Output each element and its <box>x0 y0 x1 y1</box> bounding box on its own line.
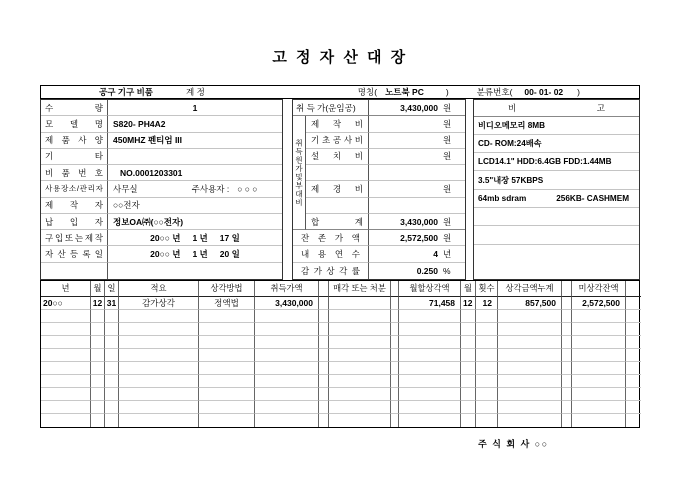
ledger-empty-cell <box>119 375 199 388</box>
ledger-empty-cell <box>319 414 329 427</box>
production-cost-value: 원 <box>369 116 465 132</box>
ledger-header-method: 상각방법 <box>199 281 255 297</box>
paren-close-2: ) <box>577 87 580 97</box>
production-cost-label: 제 작 비 <box>306 116 369 132</box>
remarks-title: 비 고 <box>474 100 639 117</box>
main-user-label: 주사용자 : <box>191 183 230 194</box>
entry-gap <box>391 297 399 310</box>
useful-life-label: 내 용 연 수 <box>293 246 369 262</box>
remarks-block <box>473 99 640 280</box>
ledger-empty-cell <box>319 362 329 375</box>
ledger-empty-cell <box>119 336 199 349</box>
ledger-empty-cell <box>476 310 498 323</box>
ledger-empty-cell <box>562 375 572 388</box>
ledger-empty-cell <box>391 414 399 427</box>
ledger-empty-cell <box>329 323 391 336</box>
ledger-empty-cell <box>91 310 105 323</box>
ledger-empty-cell <box>498 310 562 323</box>
ledger-empty-cell <box>319 310 329 323</box>
misc-cost-label: 제 경 비 <box>306 181 369 197</box>
model-value: S820- PH4A2 <box>108 116 282 132</box>
supplier-value: 정보OA㈜(○○전자) <box>108 214 282 230</box>
ledger-empty-cell <box>498 323 562 336</box>
spec-value: 450MHZ 펜티엄 III <box>108 133 282 149</box>
ledger-empty-cell <box>399 310 461 323</box>
entry-remaining: 2,572,500 <box>572 297 626 310</box>
ledger-empty-cell <box>199 375 255 388</box>
item-number-value: NO.0001203301 <box>108 165 282 181</box>
ledger-empty-cell <box>626 401 641 414</box>
ledger-empty-cell <box>105 310 119 323</box>
acquisition-cost-block <box>292 99 466 280</box>
ledger-empty-cell <box>329 401 391 414</box>
ledger-empty-cell <box>562 388 572 401</box>
ledger-empty-cell <box>626 388 641 401</box>
ledger-header-acquisition: 취 득 가 액 <box>255 281 319 297</box>
ledger-table <box>40 280 640 428</box>
acquisition-price-value <box>369 100 465 116</box>
ledger-empty-cell <box>319 323 329 336</box>
ledger-empty-cell <box>255 414 319 427</box>
register-date-label: 자 산 등 록 일 <box>41 246 108 262</box>
ledger-empty-cell <box>399 323 461 336</box>
residual-value-value: 2,572,500 원 <box>369 230 465 246</box>
ledger-empty-cell <box>119 349 199 362</box>
entry-acquisition: 3,430,000 <box>255 297 319 310</box>
ledger-empty-cell <box>461 414 476 427</box>
ledger-empty-cell <box>498 414 562 427</box>
ledger-empty-cell <box>476 414 498 427</box>
ledger-empty-cell <box>319 349 329 362</box>
entry-day: 31 <box>105 297 119 310</box>
ledger-empty-cell <box>461 388 476 401</box>
account-label: 계 정 <box>186 87 205 97</box>
ledger-empty-cell <box>105 375 119 388</box>
supplier-label: 납 입 자 <box>41 214 108 230</box>
ledger-empty-cell <box>572 375 626 388</box>
ledger-empty-cell <box>498 388 562 401</box>
ledger-header-year: 년 <box>41 281 91 297</box>
entry-year: 20○○ <box>41 297 91 310</box>
entry-narrow-3 <box>626 297 641 310</box>
paren-close: ) <box>445 87 449 97</box>
residual-value-label: 잔 존 가 액 <box>293 230 369 246</box>
ledger-empty-cell <box>399 401 461 414</box>
ledger-empty-cell <box>461 362 476 375</box>
empty-cost-label-2 <box>306 198 369 214</box>
ledger-empty-cell <box>391 310 399 323</box>
ledger-empty-cell <box>105 401 119 414</box>
entry-accumulated: 857,500 <box>498 297 562 310</box>
ledger-empty-cell <box>562 401 572 414</box>
ledger-header-description: 적 요 <box>119 281 199 297</box>
info-filler-label <box>41 263 108 279</box>
ledger-empty-cell <box>105 349 119 362</box>
acquisition-price-amount: 3,430,000 <box>400 102 438 113</box>
page-title: 고 정 자 산 대 장 <box>272 49 408 66</box>
ledger-empty-cell <box>329 414 391 427</box>
ledger-empty-cell <box>199 388 255 401</box>
total-label: 합 계 <box>306 214 369 230</box>
asset-name-value: 노트북 PC <box>385 87 424 97</box>
ledger-empty-cell <box>255 349 319 362</box>
ledger-empty-cell <box>572 323 626 336</box>
ledger-empty-cell <box>399 414 461 427</box>
ledger-empty-cell <box>91 401 105 414</box>
ledger-empty-cell <box>41 414 91 427</box>
empty-cost-value-2 <box>369 198 465 214</box>
remarks-line-1: 비디오메모리 8MB <box>474 117 639 135</box>
location-value: 사무실 <box>113 183 138 194</box>
model-label: 모 델 명 <box>41 116 108 132</box>
total-value: 3,430,000 원 <box>369 214 465 230</box>
ledger-empty-cell <box>41 375 91 388</box>
ledger-empty-cell <box>626 310 641 323</box>
ledger-empty-cell <box>105 414 119 427</box>
acquisition-price-unit: 원 <box>443 102 452 113</box>
ledger-header-monthly: 월 할 상 각 액 <box>399 281 461 297</box>
remarks-empty-2 <box>474 226 639 244</box>
ledger-empty-cell <box>562 323 572 336</box>
main-user-value: ○ ○ ○ <box>237 183 258 194</box>
ledger-empty-cell <box>105 323 119 336</box>
ledger-empty-cell <box>329 310 391 323</box>
ledger-empty-cell <box>476 388 498 401</box>
ledger-empty-cell <box>329 336 391 349</box>
ledger-empty-cell <box>199 323 255 336</box>
foundation-cost-value: 원 <box>369 133 465 149</box>
ledger-empty-cell <box>476 336 498 349</box>
remarks-empty-3 <box>474 245 639 263</box>
ledger-empty-cell <box>498 362 562 375</box>
ledger-empty-cell <box>91 375 105 388</box>
ledger-empty-cell <box>461 375 476 388</box>
ledger-empty-cell <box>41 401 91 414</box>
ledger-empty-cell <box>498 401 562 414</box>
ledger-empty-cell <box>391 401 399 414</box>
ledger-empty-cell <box>461 349 476 362</box>
empty-cost-value-1 <box>369 165 465 181</box>
ledger-empty-cell <box>498 336 562 349</box>
purchase-date-label: 구 입 또 는 제 작 <box>41 230 108 246</box>
ledger-empty-cell <box>199 310 255 323</box>
ledger-empty-cell <box>626 336 641 349</box>
ledger-empty-cell <box>329 388 391 401</box>
remarks-line-5: 64mb sdram 256KB- CASHMEM <box>474 190 639 208</box>
ledger-empty-cell <box>41 388 91 401</box>
ledger-empty-cell <box>319 375 329 388</box>
item-number-label: 비 품 번 호 <box>41 165 108 181</box>
installation-cost-label: 설 치 비 <box>306 149 369 165</box>
remarks-line-4: 3.5"내장 57KBPS <box>474 171 639 189</box>
ledger-empty-cell <box>119 414 199 427</box>
ledger-empty-cell <box>391 349 399 362</box>
ledger-empty-cell <box>572 349 626 362</box>
ledger-empty-cell <box>119 310 199 323</box>
ledger-empty-cell <box>572 401 626 414</box>
entry-m: 12 <box>461 297 476 310</box>
maker-value: ○○전자 <box>108 198 282 214</box>
register-date-value <box>108 246 282 262</box>
ledger-header-m: 월 <box>461 281 476 297</box>
info-filler-value <box>108 263 282 279</box>
spec-label: 제 품 사 양 <box>41 133 108 149</box>
ledger-empty-cell <box>255 323 319 336</box>
ledger-empty-cell <box>399 362 461 375</box>
ledger-empty-cell <box>199 362 255 375</box>
ledger-empty-cell <box>91 414 105 427</box>
asset-name-label: 명칭( <box>357 87 378 97</box>
ledger-empty-cell <box>391 336 399 349</box>
account-category: 공구 기구 비품 <box>99 87 153 97</box>
ledger-empty-cell <box>41 349 91 362</box>
ledger-empty-cell <box>461 323 476 336</box>
entry-month: 12 <box>91 297 105 310</box>
ledger-header-narrow-2 <box>562 281 572 297</box>
ledger-empty-cell <box>626 323 641 336</box>
ledger-empty-cell <box>476 349 498 362</box>
ledger-empty-cell <box>626 414 641 427</box>
ledger-empty-cell <box>105 336 119 349</box>
ledger-empty-cell <box>626 362 641 375</box>
ledger-empty-cell <box>119 401 199 414</box>
entry-count: 12 <box>476 297 498 310</box>
ledger-header-month: 월 <box>91 281 105 297</box>
ledger-empty-cell <box>41 336 91 349</box>
ledger-empty-cell <box>476 375 498 388</box>
ledger-empty-cell <box>319 388 329 401</box>
ledger-empty-cell <box>476 362 498 375</box>
ledger-empty-cell <box>105 362 119 375</box>
ledger-empty-cell <box>199 336 255 349</box>
ledger-empty-cell <box>498 349 562 362</box>
ledger-empty-cell <box>572 388 626 401</box>
ledger-header-narrow-3 <box>626 281 641 297</box>
ledger-empty-cell <box>476 323 498 336</box>
purchase-year: 20○○ 년 <box>150 232 181 243</box>
ledger-empty-cell <box>199 401 255 414</box>
ledger-empty-cell <box>391 375 399 388</box>
ledger-header-narrow-1 <box>319 281 329 297</box>
ledger-empty-cell <box>41 323 91 336</box>
ledger-empty-cell <box>255 310 319 323</box>
ledger-empty-cell <box>319 336 329 349</box>
ledger-header-accumulated: 상 각 금 액 누 계 <box>498 281 562 297</box>
ledger-empty-cell <box>572 414 626 427</box>
ledger-empty-cell <box>391 388 399 401</box>
installation-cost-value: 원 <box>369 149 465 165</box>
ledger-empty-cell <box>255 388 319 401</box>
ledger-header-day: 일 <box>105 281 119 297</box>
ledger-empty-cell <box>199 349 255 362</box>
ledger-empty-cell <box>626 349 641 362</box>
ledger-empty-cell <box>329 362 391 375</box>
register-day: 20 일 <box>219 249 240 260</box>
ledger-empty-cell <box>391 323 399 336</box>
foundation-cost-label: 기 초 공 사 비 <box>306 133 369 149</box>
maker-label: 제 작 자 <box>41 198 108 214</box>
ledger-empty-cell <box>91 362 105 375</box>
ledger-empty-cell <box>91 323 105 336</box>
ledger-empty-cell <box>562 414 572 427</box>
ledger-empty-cell <box>41 310 91 323</box>
ledger-empty-cell <box>399 349 461 362</box>
ledger-empty-cell <box>572 310 626 323</box>
etc-label: 기 타 <box>41 149 108 165</box>
ledger-empty-cell <box>329 349 391 362</box>
ledger-header-disposal: 매각 또는 처분 <box>329 281 391 297</box>
ledger-empty-cell <box>255 375 319 388</box>
entry-disposal <box>329 297 391 310</box>
ledger-empty-cell <box>119 362 199 375</box>
ledger-empty-cell <box>119 388 199 401</box>
remarks-line-2: CD- ROM:24배속 <box>474 135 639 153</box>
ledger-empty-cell <box>255 336 319 349</box>
ledger-empty-cell <box>562 336 572 349</box>
acquisition-side-label: 취득원가및부대비 <box>293 116 306 230</box>
remarks-line-3: LCD14.1" HDD:6.4GB FDD:1.44MB <box>474 153 639 171</box>
ledger-empty-cell <box>399 336 461 349</box>
ledger-header-gap <box>391 281 399 297</box>
ledger-empty-cell <box>572 362 626 375</box>
quantity-value: 1 <box>108 100 282 116</box>
register-month: 1 년 <box>192 249 208 260</box>
purchase-month: 1 년 <box>192 232 208 243</box>
etc-value <box>108 149 282 165</box>
ledger-empty-cell <box>41 362 91 375</box>
ledger-empty-cell <box>562 362 572 375</box>
empty-cost-label-1 <box>306 165 369 181</box>
purchase-day: 17 일 <box>219 232 240 243</box>
ledger-empty-cell <box>255 401 319 414</box>
ledger-empty-cell <box>562 349 572 362</box>
ledger-empty-cell <box>476 401 498 414</box>
ledger-empty-cell <box>391 362 399 375</box>
useful-life-value: 4 년 <box>369 246 465 262</box>
ledger-empty-cell <box>626 375 641 388</box>
ledger-empty-cell <box>399 375 461 388</box>
acquisition-price-label: 취 득 가(운임공) <box>293 100 369 116</box>
ledger-empty-cell <box>255 362 319 375</box>
class-number-label: 분류번호( <box>476 87 513 97</box>
ledger-empty-cell <box>461 310 476 323</box>
ledger-empty-cell <box>498 375 562 388</box>
document-header-box <box>40 85 640 99</box>
misc-cost-value: 원 <box>369 181 465 197</box>
ledger-header-count: 횟 수 <box>476 281 498 297</box>
asset-info-block <box>40 99 283 280</box>
entry-narrow-2 <box>562 297 572 310</box>
ledger-header-remaining: 미상각잔액 <box>572 281 626 297</box>
depreciation-rate-value: 0.250 % <box>416 265 451 276</box>
ledger-empty-cell <box>91 388 105 401</box>
ledger-empty-cell <box>461 401 476 414</box>
location-manager-value <box>108 181 282 197</box>
ledger-empty-cell <box>91 336 105 349</box>
ledger-empty-cell <box>319 401 329 414</box>
entry-description: 감가상각 <box>119 297 199 310</box>
register-year: 20○○ 년 <box>150 249 181 260</box>
ledger-empty-cell <box>461 336 476 349</box>
entry-method: 정액법 <box>199 297 255 310</box>
remarks-empty-1 <box>474 208 639 226</box>
class-number-value: 00- 01- 02 <box>524 87 564 97</box>
ledger-empty-cell <box>329 375 391 388</box>
company-signature: 주 식 회 사 ○○ <box>478 439 549 449</box>
ledger-empty-cell <box>199 414 255 427</box>
entry-narrow-1 <box>319 297 329 310</box>
quantity-label: 수 량 <box>41 100 108 116</box>
ledger-empty-cell <box>91 349 105 362</box>
entry-monthly: 71,458 <box>399 297 461 310</box>
ledger-empty-cell <box>105 388 119 401</box>
purchase-date-value <box>108 230 282 246</box>
ledger-empty-cell <box>562 310 572 323</box>
depreciation-rate-label: 감 가 상 각 률 <box>293 263 369 279</box>
ledger-empty-cell <box>119 323 199 336</box>
ledger-empty-cell <box>399 388 461 401</box>
location-manager-label: 사 용 장 소 / 관 리 자 <box>41 181 108 197</box>
ledger-empty-cell <box>572 336 626 349</box>
